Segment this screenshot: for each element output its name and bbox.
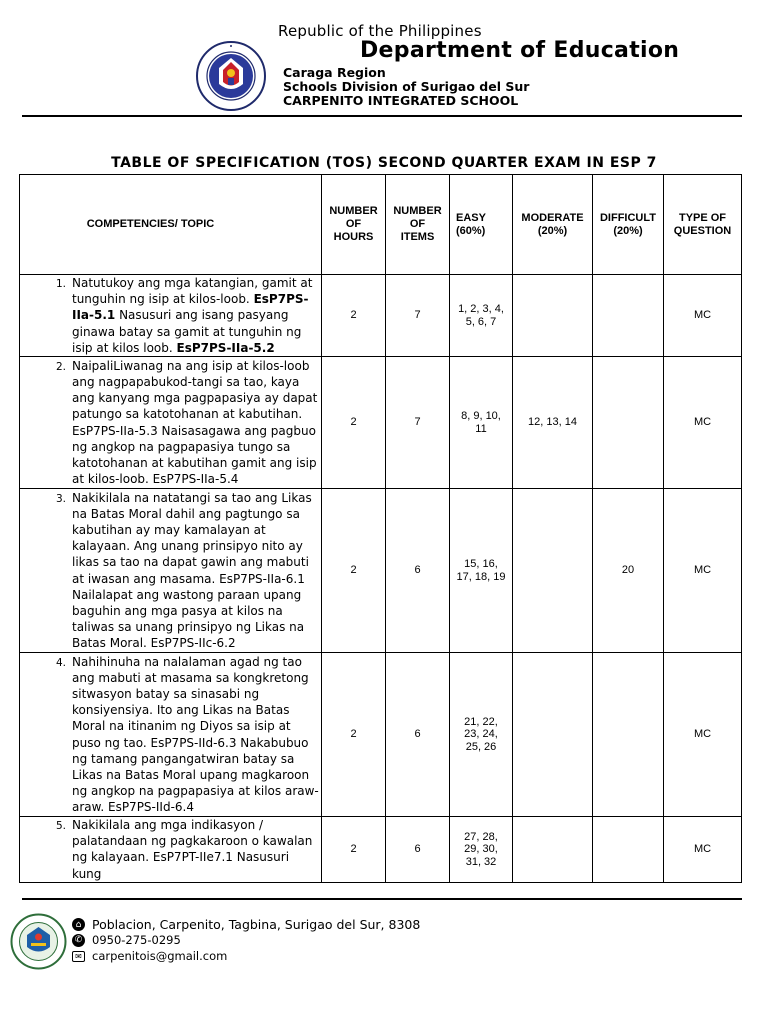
home-icon: ⌂ (72, 918, 85, 931)
header-region: Caraga Region (283, 65, 386, 80)
table-row (20, 489, 742, 653)
table-row (20, 653, 742, 817)
phone-icon: ✆ (72, 934, 85, 947)
row-number: 4. (55, 656, 66, 669)
header-hours: NUMBER OF HOURS (322, 175, 386, 275)
competency-cell (20, 357, 322, 489)
header-type: TYPE OF QUESTION (664, 175, 742, 275)
header-department: Department of Education (360, 38, 680, 63)
hours-cell: 2 (322, 357, 386, 489)
competency-cell (20, 653, 322, 817)
header-items: NUMBER OF ITEMS (386, 175, 450, 275)
footer-address (72, 917, 420, 932)
easy-cell: 1, 2, 3, 4, 5, 6, 7 (450, 275, 513, 357)
footer-phone-text: 0950-275-0295 (92, 933, 181, 947)
footer-phone (72, 933, 181, 947)
competency-text: Nakikilala na natatangi sa tao ang Likas na Batas Moral dahil ang pagtungo sa kabutihan ay may kamalayan at kalayaan. Ang unang prinsipyo nito ay likas sa tao na dapat gawin ang mabuti at iwasan ang masama. EsP7PS-IIa-6.1 Nailalapat ang wastong paraan upang baguhin ang mga pasya at kilos na taliwas sa unang prinsipyo ng Likas na Batas Moral. EsP7PS-IIc-6.2 (72, 490, 312, 651)
type-cell: MC (664, 653, 742, 817)
difficult-cell: 20 (593, 489, 664, 653)
tos-table (19, 174, 742, 883)
type-cell: MC (664, 357, 742, 489)
footer-email (72, 949, 227, 963)
row-number: 5. (55, 820, 66, 833)
items-cell: 6 (386, 817, 450, 883)
type-cell: MC (664, 817, 742, 883)
difficult-cell (593, 653, 664, 817)
header-moderate: MODERATE (20%) (513, 175, 593, 275)
competency-text: NaipaliLiwanag na ang isip at kilos-loob ang nagpapabukod-tangi sa tao, kaya ang kanyang mga pagpapasiya ay dapat patungo sa katotohanan at kabutihan. EsP7PS-IIa-5.3 Naisasagawa ang pagbuo ng angkop na pagpapasiya tungo sa katotohanan at kabutihan gamit ang isip at kilos-loob. EsP7PS-IIa-5.4 (72, 358, 318, 487)
hours-cell: 2 (322, 817, 386, 883)
competency-cell (20, 817, 322, 883)
school-logo (10, 913, 67, 970)
difficult-cell (593, 817, 664, 883)
competency-cell (20, 275, 322, 357)
type-cell: MC (664, 275, 742, 357)
moderate-cell (513, 817, 593, 883)
items-cell: 6 (386, 489, 450, 653)
table-row (20, 817, 742, 883)
mail-icon: ✉ (72, 951, 85, 962)
items-cell: 6 (386, 653, 450, 817)
moderate-cell (513, 653, 593, 817)
competency-text: Natutukoy ang mga katangian, gamit at tunguhin ng isip at kilos-loob. EsP7PS-IIa-5.1 Nasusuri ang isang pasyang ginawa batay sa gamit at tunguhin ng isip at kilos loob. EsP7PS-IIa-5.2 (72, 276, 313, 355)
deped-seal-logo (195, 40, 267, 112)
header-competencies: COMPETENCIES/ TOPIC (20, 175, 322, 275)
footer-divider (22, 898, 742, 900)
row-number: 3. (55, 492, 66, 505)
easy-cell: 27, 28, 29, 30, 31, 32 (450, 817, 513, 883)
header-difficult: DIFFICULT (20%) (593, 175, 664, 275)
header-republic: Republic of the Philippines (278, 22, 482, 40)
difficult-cell (593, 275, 664, 357)
table-header-row (20, 175, 742, 275)
footer-address-text: Poblacion, Carpenito, Tagbina, Surigao del Sur, 8308 (92, 917, 421, 932)
moderate-cell: 12, 13, 14 (513, 357, 593, 489)
header-divider (22, 115, 742, 117)
easy-cell: 8, 9, 10, 11 (450, 357, 513, 489)
moderate-cell (513, 275, 593, 357)
moderate-cell (513, 489, 593, 653)
items-cell: 7 (386, 275, 450, 357)
easy-cell: 21, 22, 23, 24, 25, 26 (450, 653, 513, 817)
easy-cell: 15, 16, 17, 18, 19 (450, 489, 513, 653)
competency-text: Nahihinuha na nalalaman agad ng tao ang mabuti at masama sa kongkretong sitwasyon batay sa sinasabi ng konsiyensiya. Ito ang Likas na Batas Moral na itinanim ng Diyos sa isip at puso ng tao. EsP7PS-IId-6.3 Nakabubuo ng tamang pangangatwiran batay sa Likas na Batas Moral upang magkaroon ng angkop na pagpapasiya at kilos araw-araw. EsP7PS-IId-6.4 (72, 654, 319, 815)
hours-cell: 2 (322, 489, 386, 653)
difficult-cell (593, 357, 664, 489)
row-number: 2. (55, 360, 66, 373)
header-easy: EASY (60%) (450, 175, 513, 275)
table-row (20, 357, 742, 489)
table-row (20, 275, 742, 357)
row-number: 1. (55, 278, 66, 290)
header-division: Schools Division of Surigao del Sur (283, 79, 530, 94)
hours-cell: 2 (322, 275, 386, 357)
competency-text: Nakikilala ang mga indikasyon / palatandaan ng pagkakaroon o kawalan ng kalayaan. EsP7PT-IIe7.1 Nasusuri kung (72, 818, 313, 881)
header-school: CARPENITO INTEGRATED SCHOOL (283, 93, 519, 108)
footer-email-text: carpenitois@gmail.com (92, 949, 228, 963)
competency-cell (20, 489, 322, 653)
document-title: TABLE OF SPECIFICATION (TOS) SECOND QUARTER EXAM IN ESP 7 (111, 155, 657, 171)
type-cell: MC (664, 489, 742, 653)
items-cell: 7 (386, 357, 450, 489)
hours-cell: 2 (322, 653, 386, 817)
